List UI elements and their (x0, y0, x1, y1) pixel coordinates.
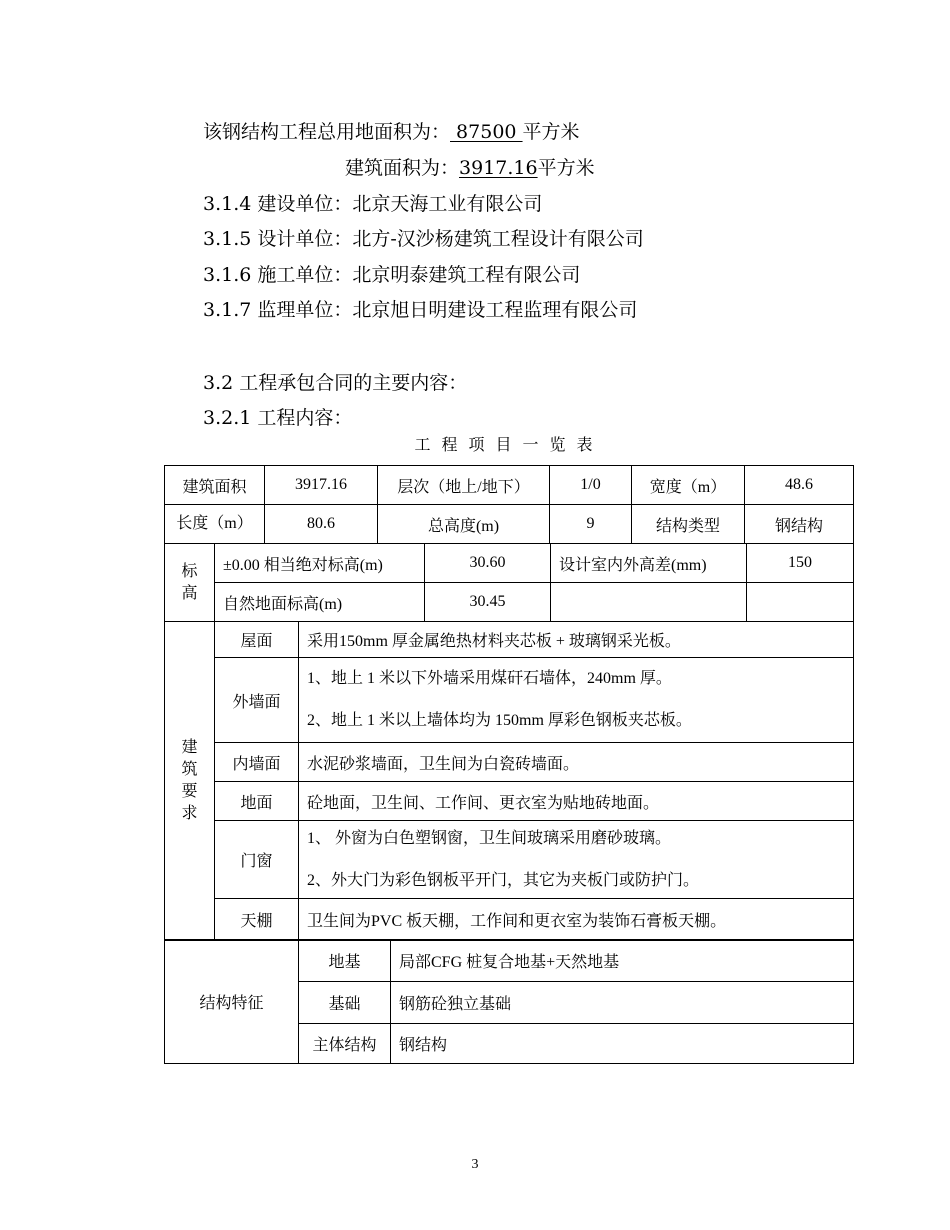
struct-name: 主体结构 (299, 1024, 391, 1064)
cell-value: 3917.16 (265, 466, 378, 505)
req-name: 内墙面 (215, 743, 299, 782)
struct-name: 基础 (299, 982, 391, 1024)
construction-unit: 3.1.4 建设单位：北京天海工业有限公司 (203, 193, 543, 215)
building-area-unit: 平方米 (537, 157, 595, 179)
table-row (165, 544, 854, 583)
req-name: 地面 (215, 782, 299, 821)
cell-label: ±0.00 相当绝对标高(m) (215, 544, 425, 583)
cell-label: 建筑面积 (165, 466, 265, 505)
subsection-heading: 3.2.1 工程内容： (203, 407, 353, 429)
req-desc: 水泥砂浆墙面，卫生间为白瓷砖墙面。 (299, 743, 854, 782)
cell-empty (551, 583, 747, 622)
land-area-unit: 平方米 (522, 121, 580, 143)
table-row (165, 743, 854, 782)
structure-table (164, 939, 854, 1064)
cell-value: 150 (747, 544, 854, 583)
summary-table (164, 465, 854, 544)
table-row (165, 782, 854, 821)
elevation-table (164, 543, 854, 622)
req-desc: 砼地面，卫生间、工作间、更衣室为贴地砖地面。 (299, 782, 854, 821)
cell-label: 宽度（m） (632, 466, 745, 505)
building-area-line (345, 156, 595, 180)
cell-empty (747, 583, 854, 622)
table-row (165, 940, 854, 982)
cell-value: 48.6 (745, 466, 854, 505)
table-row (165, 622, 854, 658)
cell-value: 30.45 (425, 583, 551, 622)
supervision-unit: 3.1.7 监理单位：北京旭日明建设工程监理有限公司 (203, 299, 638, 321)
cell-value: 30.60 (425, 544, 551, 583)
req-desc: 采用150mm 厚金属绝热材料夹芯板 + 玻璃钢采光板。 (299, 622, 854, 658)
cell-label: 结构类型 (632, 505, 745, 544)
elevation-label: 标高 (165, 544, 215, 622)
struct-desc: 钢结构 (391, 1024, 854, 1064)
structure-label: 结构特征 (165, 940, 299, 1064)
building-area-value: 3917.16 (459, 157, 538, 179)
cell-label: 层次（地上/地下） (378, 466, 550, 505)
land-area-line (203, 120, 580, 144)
table-row (165, 821, 854, 899)
req-name: 天棚 (215, 899, 299, 941)
cell-label: 设计室内外高差(mm) (551, 544, 747, 583)
table-caption: 工程项目一览表 (414, 435, 604, 454)
cell-value: 1/0 (550, 466, 632, 505)
builder-unit: 3.1.6 施工单位：北京明泰建筑工程有限公司 (203, 264, 581, 286)
req-desc: 1、地上 1 米以下外墙采用煤矸石墙体，240mm 厚。 2、地上 1 米以上墙体均为 150mm 厚彩色钢板夹芯板。 (299, 658, 854, 743)
req-name: 外墙面 (215, 658, 299, 743)
page-number: 3 (471, 1157, 479, 1172)
cell-value: 80.6 (265, 505, 378, 544)
struct-desc: 钢筋砼独立基础 (391, 982, 854, 1024)
table-row (165, 466, 854, 505)
table-row (165, 505, 854, 544)
table-row (165, 583, 854, 622)
land-area-value: 87500 (450, 121, 523, 143)
table-row (165, 899, 854, 941)
cell-label: 长度（m） (165, 505, 265, 544)
struct-desc: 局部CFG 桩复合地基+天然地基 (391, 940, 854, 982)
cell-label: 自然地面标高(m) (215, 583, 425, 622)
building-area-label: 建筑面积为： (345, 157, 460, 179)
cell-value: 9 (550, 505, 632, 544)
section-heading: 3.2 工程承包合同的主要内容： (203, 372, 468, 394)
design-unit: 3.1.5 设计单位：北方-汉沙杨建筑工程设计有限公司 (203, 228, 644, 250)
cell-label: 总高度(m) (378, 505, 550, 544)
req-desc: 卫生间为PVC 板天棚，工作间和更衣室为装饰石膏板天棚。 (299, 899, 854, 941)
req-name: 门窗 (215, 821, 299, 899)
req-desc: 1、 外窗为白色塑钢窗，卫生间玻璃采用磨砂玻璃。 2、外大门为彩色钢板平开门，其它为夹板门或防护门。 (299, 821, 854, 899)
requirements-label: 建筑要求 (165, 622, 215, 941)
land-area-label: 该钢结构工程总用地面积为： (203, 121, 451, 143)
req-name: 屋面 (215, 622, 299, 658)
struct-name: 地基 (299, 940, 391, 982)
cell-value: 钢结构 (745, 505, 854, 544)
table-row (165, 658, 854, 743)
requirements-table (164, 621, 854, 941)
